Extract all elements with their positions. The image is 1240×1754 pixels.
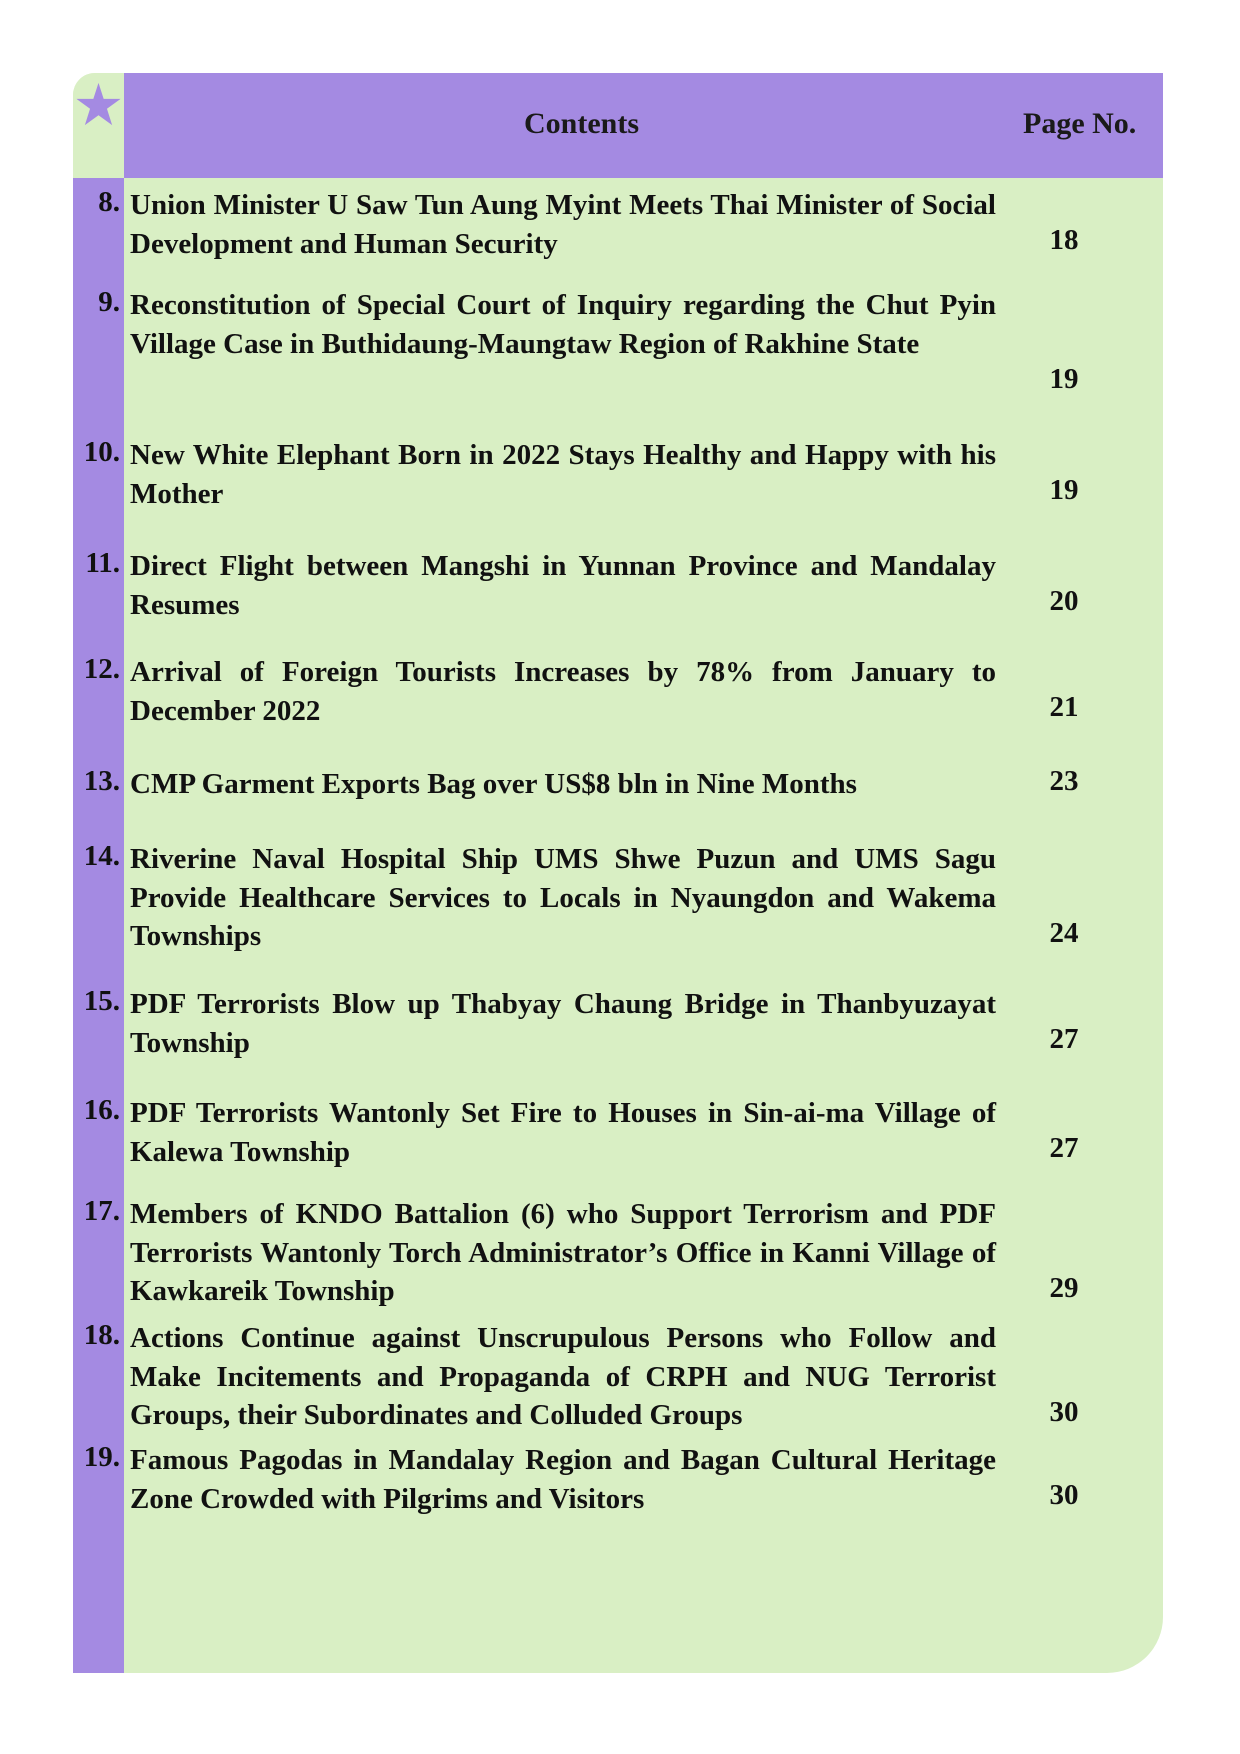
contents-heading: Contents (524, 107, 640, 140)
entry-page: 29 (1049, 1272, 1079, 1304)
entry-page: 27 (1049, 1132, 1079, 1164)
entry-title: PDF Terrorists Wantonly Set Fire to Houses in Sin-ai-ma Village of Kalewa Township (130, 1097, 996, 1168)
entry-number: 8. (98, 186, 120, 218)
entry-page: 24 (1049, 917, 1079, 949)
entry-number: 15. (83, 985, 120, 1017)
entry-title: Riverine Naval Hospital Ship UMS Shwe Puzun and UMS Sagu Provide Healthcare Services to Locals in Nyaungdon and Wakema Townships (130, 843, 996, 952)
entry-number: 16. (83, 1094, 120, 1126)
entry-title: Arrival of Foreign Tourists Increases by 78% from January to December 2022 (130, 656, 996, 727)
header-corner (73, 73, 124, 178)
entry-number: 14. (83, 840, 120, 872)
entry-page: 27 (1049, 1023, 1079, 1055)
entry-number: 13. (83, 765, 120, 797)
entry-title: Reconstitution of Special Court of Inquiry regarding the Chut Pyin Village Case in Buthidaung-Maungtaw Region of Rakhine State (130, 289, 996, 360)
entry-title: Actions Continue against Unscrupulous Persons who Follow and Make Incitements and Propaganda of CRPH and NUG Terrorist Groups, their Subordinates and Colluded Groups (130, 1322, 996, 1431)
entry-number: 19. (83, 1441, 120, 1473)
entry-page: 19 (1049, 363, 1079, 395)
entry-page: 30 (1049, 1479, 1079, 1511)
entry-title: CMP Garment Exports Bag over US$8 bln in Nine Months (130, 768, 857, 800)
entry-title: Direct Flight between Mangshi in Yunnan Province and Mandalay Resumes (130, 550, 996, 621)
star-icon (75, 81, 122, 128)
entry-title: Union Minister U Saw Tun Aung Myint Meets Thai Minister of Social Development and Human Security (130, 189, 996, 260)
entry-number: 17. (83, 1195, 120, 1227)
page-number-heading: Page No. (1023, 107, 1137, 140)
entry-page: 21 (1049, 691, 1079, 723)
entry-number: 9. (98, 286, 120, 318)
entry-number: 12. (83, 653, 120, 685)
entry-page: 18 (1049, 224, 1079, 256)
entry-number: 10. (83, 436, 120, 468)
table-header (124, 73, 1163, 178)
entry-number: 18. (83, 1319, 120, 1351)
entry-page: 30 (1049, 1396, 1079, 1428)
entry-page: 20 (1049, 585, 1079, 617)
entry-title: PDF Terrorists Blow up Thabyay Chaung Bridge in Thanbyuzayat Township (130, 988, 996, 1059)
entry-page: 23 (1049, 765, 1079, 797)
entry-number: 11. (85, 547, 120, 579)
contents-panel (73, 73, 1163, 1673)
entry-title: Famous Pagodas in Mandalay Region and Bagan Cultural Heritage Zone Crowded with Pilgrims and Visitors (130, 1444, 996, 1515)
entry-page: 19 (1049, 474, 1079, 506)
entry-title: Members of KNDO Battalion (6) who Support Terrorism and PDF Terrorists Wantonly Torch Administrator’s Office in Kanni Village of Kawkareik Township (130, 1198, 996, 1307)
entry-title: New White Elephant Born in 2022 Stays Healthy and Happy with his Mother (130, 439, 996, 510)
